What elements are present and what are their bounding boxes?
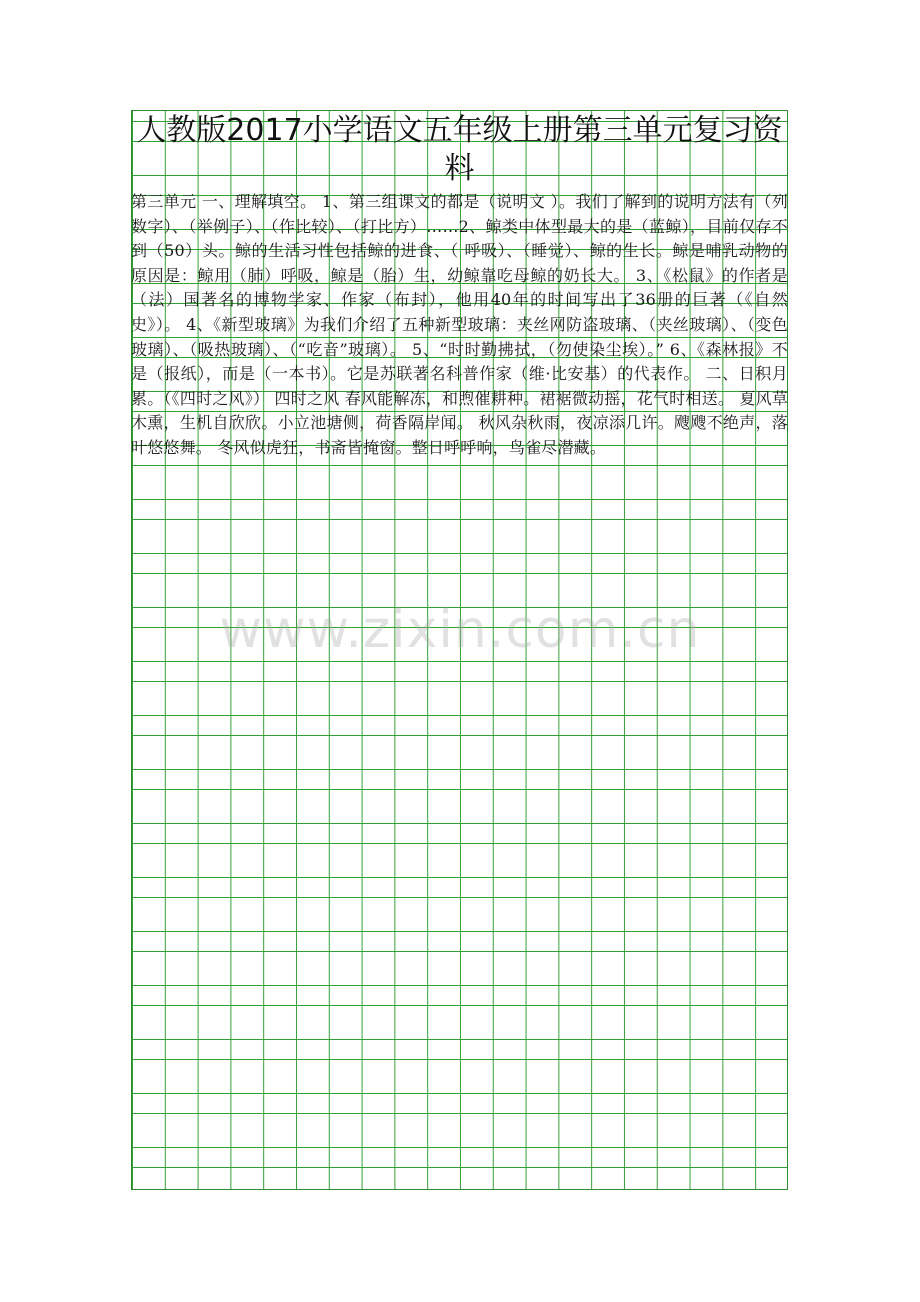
document-title: 人教版2017小学语文五年级上册第三单元复习资料 (136, 113, 783, 186)
document-body: 第三单元 一、理解填空。 1、第三组课文的都是（说明文 ）。我们了解到的说明方法有（列数字）、（举例子）、（作比较）、（打比方）……2、鲸类中体型最大的是（蓝鲸），目前仅存不到（50）头。鲸的生活习性包括鲸的进食、（ 呼吸）、（睡觉）、鲸的生长。鲸是哺乳动物的原因是：鲸用（肺）呼吸，鲸是（胎）生，幼鲸靠吃母鲸的奶长大。 3、《松鼠》的作者是（法）国著名的博物学家、作家（布封），他用40年的时间写出了36册的巨著（《自然史》）。 4、《新型玻璃》为我们介绍了五种新型玻璃：夹丝网防盗玻璃、（夹丝玻璃）、（变色玻璃）、（吸热玻璃）、（“吃音”玻璃）。 5、“时时勤拂拭，（勿使染尘埃）。” 6、《森林报》不是（报纸），而是（一本书）。它是苏联著名科普作家（维·比安基）的代表作。 二、日积月累。（《四时之风》） 四时之风 春风能解冻，和煦催耕种。裙裾微动摇，花气时相送。 夏风草木熏，生机自欣欣。小立池塘侧，荷香隔岸闻。 秋风杂秋雨，夜凉添几许。飕飕不绝声，落叶悠悠舞。 冬风似虎狂，书斋皆掩窗。整日呼呼响，鸟雀尽潜藏。 (131, 192, 788, 457)
watermark: www.zixin.com.cn (219, 600, 701, 660)
